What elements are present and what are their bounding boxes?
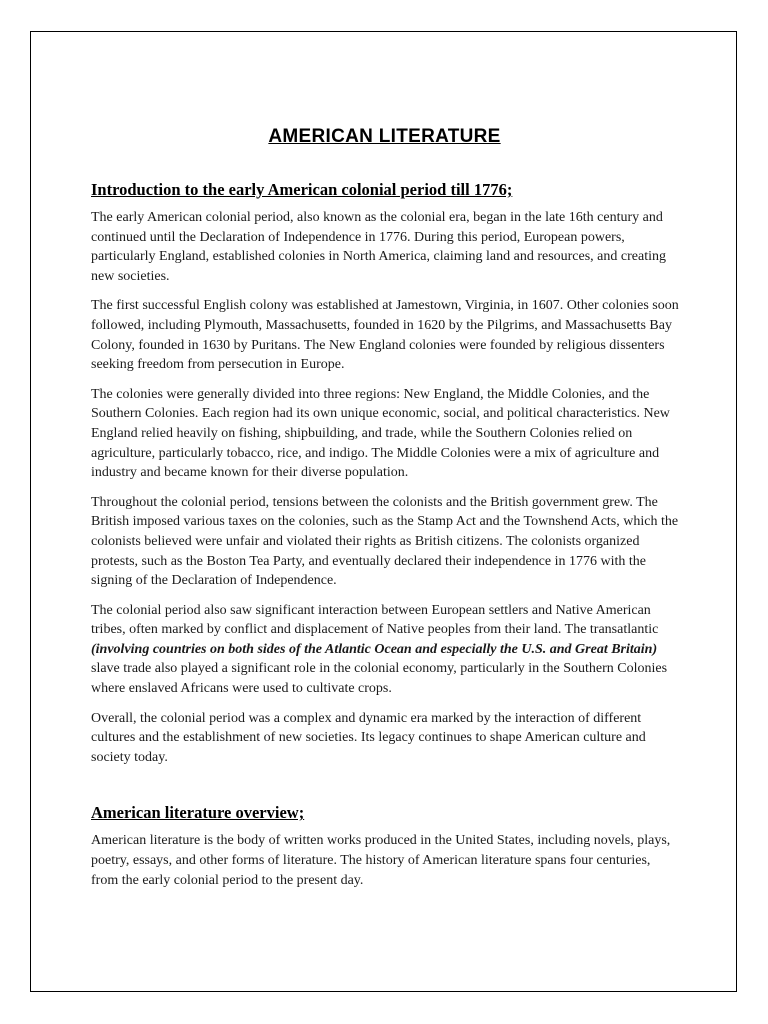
document-body: [91, 180, 681, 900]
paragraph-text: slave trade also played a significant role in the colonial economy, particularly in the Southern Colonies where enslaved Africans were used to cultivate crops.: [91, 661, 668, 697]
document-title: AMERICAN LITERATURE: [268, 126, 501, 147]
paragraph: [91, 601, 681, 699]
paragraph: Throughout the colonial period, tensions between the colonists and the British government grew. The British imposed various taxes on the colonies, such as the Stamp Act and the Townshend Acts, which the colonists believed were unfair and violated their rights as British citizens. The colonists organized protests, such as the Boston Tea Party, and eventually declared their independence in 1776 with the signing of the Declaration of Independence.: [91, 494, 679, 589]
emphasized-definition: (involving countries on both sides of the Atlantic Ocean and especially the U.S. and Great Britain): [91, 641, 658, 657]
paragraph: The colonies were generally divided into three regions: New England, the Middle Colonies, and the Southern Colonies. Each region had its own unique economic, social, and political characteristics. New England relied heavily on fishing, shipbuilding, and trade, while the Southern Colonies relied on agriculture, particularly tobacco, rice, and indigo. The Middle Colonies were a mix of agriculture and industry and became known for their diverse population.: [91, 386, 670, 481]
document-page: [30, 31, 737, 992]
paragraph: The first successful English colony was established at Jamestown, Virginia, in 1607. Other colonies soon followed, including Plymouth, Massachusetts, founded in 1620 by the Pilgrims, and Massachusetts Bay Colony, founded in 1630 by Puritans. The New England colonies were founded by religious dissenters seeking freedom from persecution in Europe.: [91, 298, 679, 373]
section-heading-colonial-period: Introduction to the early American colonial period till 1776;: [91, 180, 513, 199]
paragraph: Overall, the colonial period was a complex and dynamic era marked by the interaction of different cultures and the establishment of new societies. Its legacy continues to shape American culture and society today.: [91, 710, 646, 765]
section-spacer: [91, 777, 681, 803]
paragraph: American literature is the body of written works produced in the United States, including novels, plays, poetry, essays, and other forms of literature. The history of American literature spans four centuries, from the early colonial period to the present day.: [91, 833, 671, 888]
paragraph: The early American colonial period, also known as the colonial era, began in the late 16th century and continued until the Declaration of Independence in 1776. During this period, European powers, particularly England, established colonies in North America, claiming land and resources, and creating new societies.: [91, 210, 666, 284]
section-heading-literature-overview: American literature overview;: [91, 803, 305, 823]
paragraph-text: The colonial period also saw significant interaction between European settlers and Native American tribes, often marked by conflict and displacement of Native peoples from their land. The transatlantic: [91, 602, 659, 638]
